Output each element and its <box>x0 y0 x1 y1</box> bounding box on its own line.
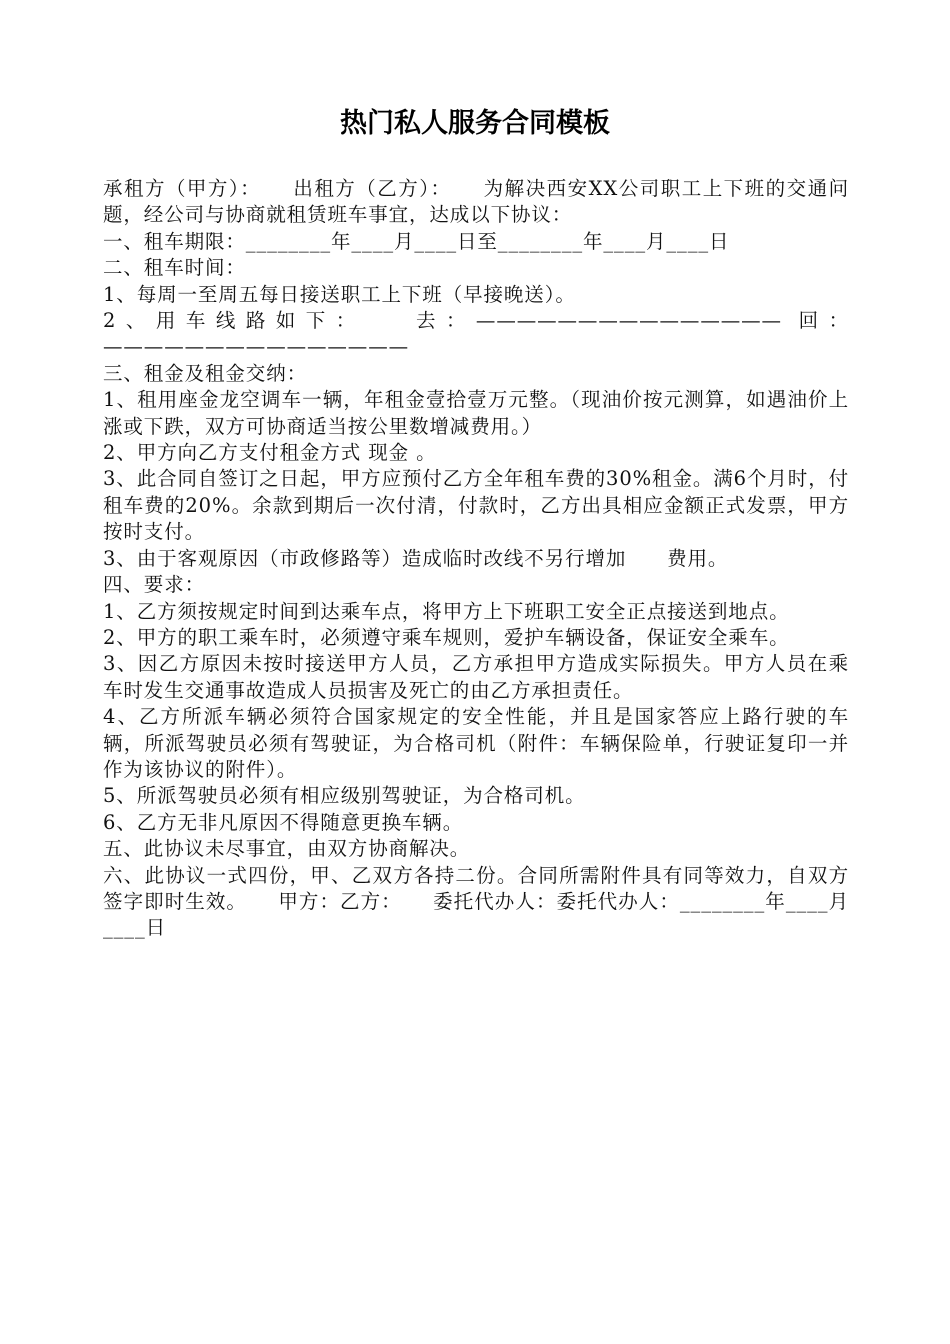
paragraph-route-change: 3、由于客观原因（市政修路等）造成临时改线不另行增加 费用。 <box>103 546 729 570</box>
paragraph-rental-period: 一、租车期限：________年____月____日至________年____月____日 <box>103 229 730 253</box>
paragraph-rent-heading: 三、租金及租金交纳： <box>103 361 308 385</box>
paragraph-requirement-4: 4、乙方所派车辆必须符合国家规定的安全性能，并且是国家答应上路行驶的车辆，所派驾驶员必须有驾驶证，为合格司机（附件：车辆保险单，行驶证复印一并作为该协议的附件）。 <box>103 705 849 781</box>
paragraph-rent-amount: 1、租用座金龙空调车一辆，年租金壹拾壹万元整。（现油价按元测算，如遇油价上涨或下跌，双方可协商适当按公里数增减费用。） <box>103 388 849 438</box>
paragraph-requirement-2: 2、甲方的职工乘车时，必须遵守乘车规则，爱护车辆设备，保证安全乘车。 <box>103 625 790 649</box>
paragraph-requirements-heading: 四、要求： <box>103 573 206 597</box>
paragraph-copies-signatures: 六、此协议一式四份，甲、乙双方各持二份。合同所需附件具有同等效力，自双方签字即时生效。 甲方：乙方： 委托代办人：委托代办人：________年____月____日 <box>103 863 849 940</box>
paragraph-requirement-3: 3、因乙方原因未按时接送甲方人员，乙方承担甲方造成实际损失。甲方人员在乘车时发生交通事故造成人员损害及死亡的由乙方承担责任。 <box>103 652 849 702</box>
contract-body <box>103 176 849 942</box>
document-title: 热门私人服务合同模板 <box>340 108 610 139</box>
paragraph-payment-terms: 3、此合同自签订之日起，甲方应预付乙方全年租车费的30%租金。满6个月时，付租车费的20%。余款到期后一次付清，付款时，乙方出具相应金额正式发票，甲方按时支付。 <box>103 467 849 544</box>
paragraph-requirement-6: 6、乙方无非凡原因不得随意更换车辆。 <box>103 810 464 834</box>
paragraph-unresolved-matters: 五、此协议未尽事宜，由双方协商解决。 <box>103 837 471 861</box>
paragraph-requirement-1: 1、乙方须按规定时间到达乘车点，将甲方上下班职工安全正点接送到地点。 <box>103 599 790 623</box>
paragraph-payment-method: 2、甲方向乙方支付租金方式 现金 。 <box>103 441 437 465</box>
paragraph-route: 2、用车线路如下： 去：——————————————— 回：——————————————— <box>103 309 849 359</box>
paragraph-requirement-5: 5、所派驾驶员必须有相应级别驾驶证，为合格司机。 <box>103 784 586 808</box>
paragraph-parties: 承租方（甲方）： 出租方（乙方）： 为解决西安XX公司职工上下班的交通问题，经公司与协商就租赁班车事宜，达成以下协议： <box>103 177 849 227</box>
paragraph-schedule: 1、每周一至周五每日接送职工上下班（早接晚送）。 <box>103 282 576 306</box>
paragraph-rental-time-heading: 二、租车时间： <box>103 256 246 280</box>
